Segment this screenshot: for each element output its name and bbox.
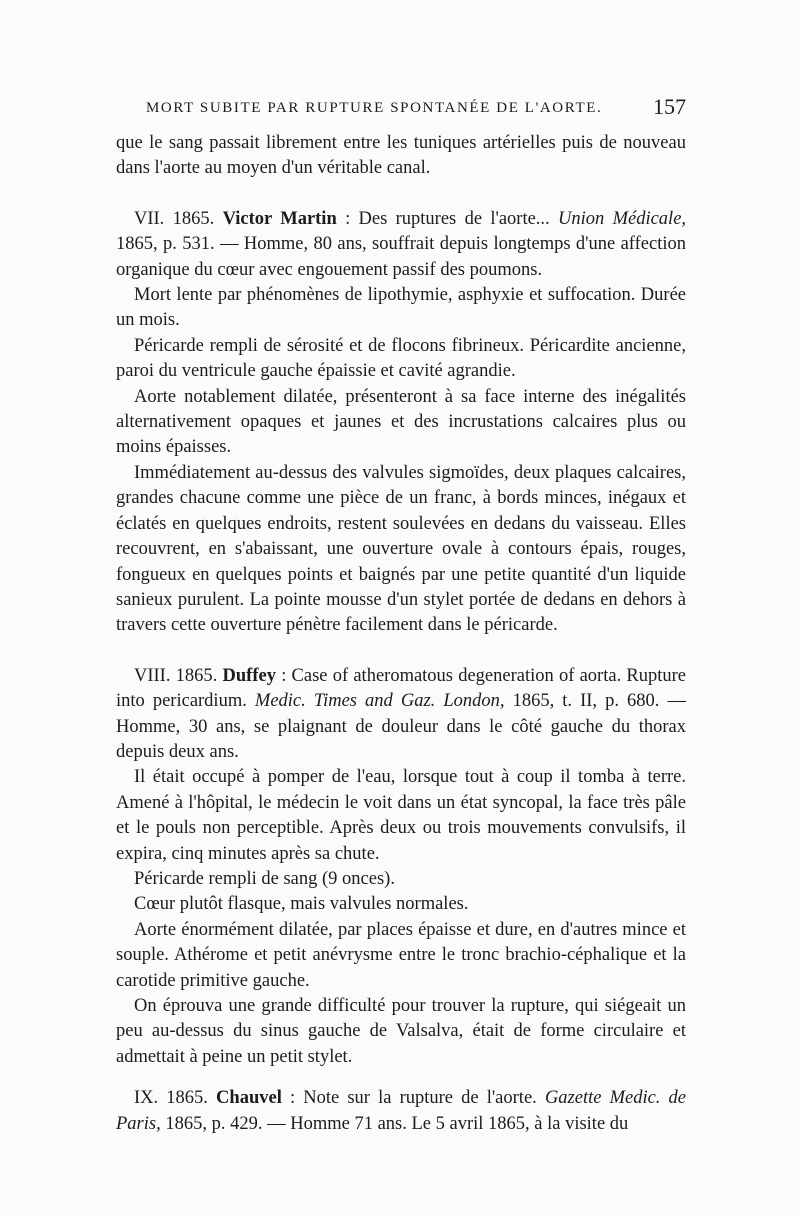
paragraph: Mort lente par phénomènes de lipothymie, asphyxie et suffocation. Durée un mois. — [116, 285, 686, 331]
paragraph: Cœur plutôt flasque, mais valvules normales. — [134, 894, 469, 915]
entry-number: VIII. 1865. — [134, 665, 218, 686]
paragraph: Aorte notablement dilatée, présenteront à sa face interne des inégalités alternativement opaques et jaunes et des incrustations calcaires plus ou moins épaisses. — [116, 386, 686, 458]
paragraph: Il était occupé à pomper de l'eau, lorsque tout à coup il tomba à terre. Amené à l'hôpital, le médecin le voit dans un état syncopal, la face très pâle et le pouls non perceptible. Après deux ou trois mouvements convulsifs, il expira, cinq minutes après sa chute. — [116, 767, 686, 864]
entry-number: VII. 1865. — [134, 208, 215, 229]
paragraph-continuation: que le sang passait librement entre les tuniques artérielles puis de nouveau dans l'aorte au moyen d'un véritable canal. — [116, 133, 686, 179]
entry-number: IX. 1865. — [134, 1088, 208, 1109]
page-header — [146, 94, 686, 124]
page-number: 157 — [653, 94, 686, 119]
paragraph: Aorte énormément dilatée, par places épaisse et dure, en d'autres mince et souple. Athérome et petit anévrysme entre le tronc brachio-céphalique et la carotide primitive gauche. — [116, 919, 686, 991]
author-name: Duffey — [222, 665, 276, 686]
paragraph: Immédiatement au-dessus des valvules sigmoïdes, deux plaques calcaires, grandes chacune comme une pièce de un franc, à bords minces, inégaux et éclatés en quelques endroits, restent soulevées en dedans du vaisseau. Elles recouvrent, en s'abaissant, une ouverture ovale à contours épais, rouges, fongueux en quelques points et baignés par une petite quantité d'un liquide sanieux purulent. La pointe mousse d'un stylet portée de dedans en dehors à travers cette ouverture pénètre facilement dans le péricarde. — [116, 462, 686, 636]
entry-title: : Note sur la rupture de l'aorte. — [289, 1088, 537, 1109]
body-text — [116, 131, 686, 1137]
case-entry-ix — [116, 1086, 686, 1137]
entry-text: 1865, t. II, p. 680. — Homme, 30 ans, se plaignant de douleur dans le côté gauche du thorax depuis deux ans. — [116, 691, 686, 762]
case-entry-vii — [116, 207, 686, 283]
journal-name: Gazette Medic. de Paris, — [116, 1088, 687, 1134]
entry-title: : Case of atheromatous degeneration of aorta. Rupture into pericardium. — [116, 665, 687, 712]
paragraph: Péricarde rempli de sérosité et de flocons fibrineux. Péricardite ancienne, paroi du ventricule gauche épaissie et cavité agrandie. — [116, 335, 686, 382]
journal-name: Medic. Times and Gaz. London, — [254, 691, 505, 712]
author-name: Chauvel — [216, 1088, 282, 1109]
case-entry-viii — [116, 664, 686, 766]
author-name: Victor Martin — [222, 208, 337, 229]
entry-text: 1865, p. 531. — Homme, 80 ans, souffrait depuis longtemps d'une affection organique du cœur avec engouement passif des poumons. — [116, 234, 686, 280]
paragraph: On éprouva une grande difficulté pour trouver la rupture, qui siégeait un peu au-dessus du sinus gauche de Valsalva, était de forme circulaire et admettait à peine un petit stylet. — [116, 996, 686, 1067]
journal-name: Union Médicale, — [558, 208, 687, 229]
running-title: MORT SUBITE PAR RUPTURE SPONTANÉE DE L'AORTE. — [146, 100, 603, 116]
entry-title: : Des ruptures de l'aorte... — [345, 208, 550, 229]
entry-text: 1865, p. 429. — Homme 71 ans. Le 5 avril 1865, à la visite du — [165, 1113, 629, 1134]
paragraph: Péricarde rempli de sang (9 onces). — [134, 868, 395, 889]
